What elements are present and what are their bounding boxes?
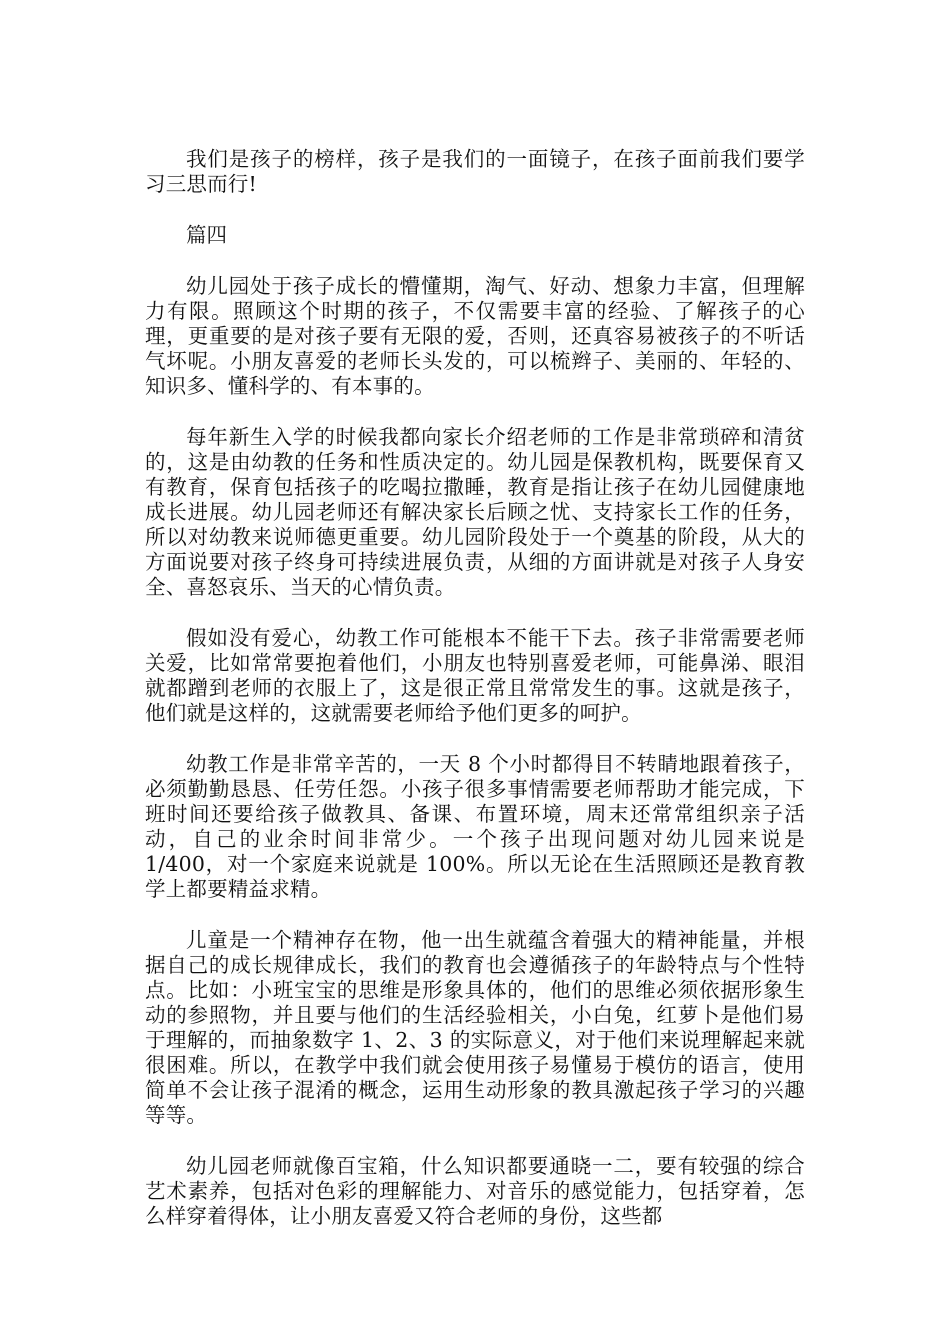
document-page	[145, 147, 805, 1255]
paragraph-child-development: 儿童是一个精神存在物，他一出生就蕴含着强大的精神能量，并根据自己的成长规律成长，我们的教育也会遵循孩子的年龄特点与个性特点。比如：小班宝宝的思维是形象具体的，他们的思维必须依据形象生动的参照物，并且要与他们的生活经验相关，小白兔，红萝卜是他们易于理解的，而抽象数字 1、2、3 的实际意义，对于他们来说理解起来就很困难。所以，在教学中我们就会使用孩子易懂易于模仿的语言，使用简单不会让孩子混淆的概念，运用生动形象的教具激起孩子学习的兴趣等等。	[145, 928, 805, 1127]
paragraph-kindergarten-period: 幼儿园处于孩子成长的懵懂期，淘气、好动、想象力丰富，但理解力有限。照顾这个时期的孩子，不仅需要丰富的经验、了解孩子的心理，更重要的是对孩子要有无限的爱，否则，还真容易被孩子的不听话气坏呢。小朋友喜爱的老师长头发的，可以梳辫子、美丽的、年轻的、知识多、懂科学的、有本事的。	[145, 274, 805, 398]
paragraph-love: 假如没有爱心，幼教工作可能根本不能干下去。孩子非常需要老师关爱，比如常常要抱着他们，小朋友也特别喜爱老师，可能鼻涕、眼泪就都蹭到老师的衣服上了，这是很正常且常常发生的事。这就是孩子，他们就是这样的，这就需要老师给予他们更多的呵护。	[145, 626, 805, 725]
section-heading: 篇四	[186, 223, 227, 247]
paragraph-hard-work: 幼教工作是非常辛苦的，一天 8 个小时都得目不转睛地跟着孩子，必须勤勤恳恳、任劳任怨。小孩子很多事情需要老师帮助才能完成，下班时间还要给孩子做教具、备课、布置环境，周末还常常组织亲子活动，自己的业余时间非常少。一个孩子出现问题对幼儿园来说是 1/400，对一个家庭来说就是 100%。所以无论在生活照顾还是教育教学上都要精益求精。	[145, 752, 805, 901]
paragraph-teacher-work: 每年新生入学的时候我都向家长介绍老师的工作是非常琐碎和清贫的，这是由幼教的任务和性质决定的。幼儿园是保教机构，既要保育又有教育，保育包括孩子的吃喝拉撒睡，教育是指让孩子在幼儿园健康地成长进展。幼儿园老师还有解决家长后顾之忧、支持家长工作的任务，所以对幼教来说师德更重要。幼儿园阶段处于一个奠基的阶段，从大的方面说要对孩子终身可持续进展负责，从细的方面讲就是对孩子人身安全、喜怒哀乐、当天的心情负责。	[145, 425, 805, 599]
paragraph-treasure-box: 幼儿园老师就像百宝箱，什么知识都要通晓一二，要有较强的综合艺术素养，包括对色彩的理解能力、对音乐的感觉能力，包括穿着，怎么样穿着得体，让小朋友喜爱又符合老师的身份，这些都	[145, 1154, 805, 1228]
paragraph-role-model: 我们是孩子的榜样，孩子是我们的一面镜子，在孩子面前我们要学习三思而行!	[145, 147, 805, 196]
